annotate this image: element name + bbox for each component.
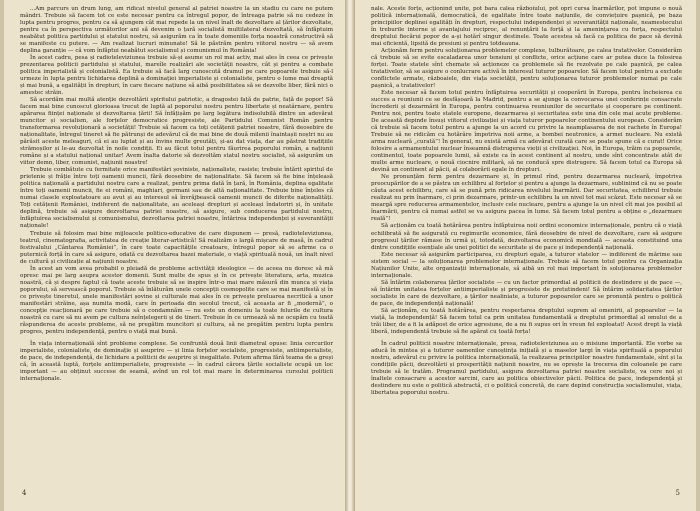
paragraph: În cadrul politicii noastre internaționale, presa, radioteleviziunea au o misiune importantă. Ele vorbe sa aducă în mintea și a tuturor oamenilor cunoștința inițială și a maselor largi în viața spirituală a poporului nostru, adevărul cu privire la politica internațională, la realizarea principiilor noastre fundamentale, sînt și la condițiile păcii, dezvoltării și prosperității națiunii noastre, nu se oprește la trecerea din coloanele pe care trebuie să le tratăm. Programul partidului, asigura dezvoltarea patriei noastre socialiste, va cere noi și înaltele consacrare a acestor sarcini, care au politica obiectivelor păcii. Politica de pace, independență și destindere nu este o politică abstractă, ci o politică concretă, de care depind construcția socialismului, viața, libertatea poporului nostru. (371, 340, 682, 396)
paragraph: În acest an vom avea probabil o pleiadă de probleme activității ideologice — de aceea nu doresc să mă opresc mai pe larg asupra acestor domenii. Sunt multe de spus și în ce privește literatura, arta, muzica noastră, că și despre faptul că toate aceste trebuie să se inspire într-o mai mare măsură din munca și viața poporului, să servească poporul. Trebuie să înlăturăm unele concepții cosmopolite care se mai manifestă și în ce privește tineretul, unele manifestări șovine și culturale mai ales în ce privește preluarea necritică a unor manifestări străine, așa numita modă, care în perioada din secolul trecut, că aceasta ar fi „modernă”, o concepție reacționară pe care trebuie să o condamnăm — nu este un domeniu la toate felurile de cultura noastră cu care să nu avem pe cultura neînțelegerii și de tineri. Trebuie în ce urmează să ne ocupăm cu toată răspunderea de aceste probleme, să ne pregătim muncitori și cultura, să ne pregătim pentru lupta pentru progres, pentru independență, pentru o viață mai bună. (20, 265, 333, 335)
left-page-edge (0, 0, 4, 511)
left-page (0, 0, 345, 511)
paragraph: Acționăm ferm pentru soluționarea problemelor complexe, tulburătoare, pe calea tratativelor. Considerăm că trebuie să se evite escaladarea unor tensiuni și conflicte, orice acțiune care ar putea duce la folosirea forței. Toate statele sînt chemate să acționeze ca problemele să fie rezolvate pe cale pașnică, pe calea tratativelor, să se asigure o conlucrare activă în interesul tuturor popoarelor. Să facem totul pentru a exclude conflictele armate, războaiele, din viața societății, pentru soluționarea tuturor problemelor numai pe cale pașnică, a tratativelor! (371, 48, 682, 90)
book-gutter (345, 0, 355, 511)
right-page (355, 0, 700, 511)
paragraph: În viața internațională sînt probleme complexe. Se confruntă două linii diametral opuse: linia cercurilor imperialiste, colonialiste, de dominație și asuprire — și linia forțelor socialiste, progresiste, antiimperialiste, de pace, de independență, de lichidare a politicii de asuprire și inegalitate. Putem afirma fără teama de a greși că, în această luptă, forțele antiimperialiste, progresiste — în cadrul cărora țările socialiste ocupă un loc important — au obținut succese de seamă, avînd un rol tot mai mare în determinarea cursului politicii internaționale. (20, 340, 333, 382)
paragraph: Este necesar să facem totul pentru înfăptuirea securității și cooperării în Europa, pentru încheierea cu succes a reuniunii ce se desfășoară la Madrid, pentru a se ajunge la convocarea unei conferințe consacrate încrederii și dezarmării în Europa, pentru continuarea reuniunilor de securitate și cooperare pe continent. Pentru noi, pentru toate statele europene, dezarmarea și securitatea este una din cele mai acute probleme. De această depinde însuși viitorul civilizației și viața tuturor popoarelor continentului european. Considerăm că trebuie să facem totul pentru a ajunge la un acord cu privire la neamplasarea de noi rachete în Europa! Trebuie să ne ridicăm cu hotărâre împotriva noii arme, a bombei neutronice, a armei nucleare. Nu există arma nucleară „curată”! În general, nu există armă cu adevărat curată care se poate spune că e curat! Orice folosire a armamentului nuclear înseamnă distrugerea vieții și civilizației. Noi, în Europa, trăim ca popoarele, continentul, toate popoarele lumii, să existe ca în acest continent al nostru, unde sînt concentrate atât de multe arme nucleare, o nouă ciocnire militară, să ne conducă spre distrugere. Să facem totul ca Europa să devină un continent al păcii, al colaborării egale în drepturi. (371, 90, 682, 174)
paragraph: Trebuie combătute cu fermitate orice manifestări șoviniste, naționaliste, rasiste; trebuie întărit spiritul de prietenie și frăție între toți oamenii muncii, fără deosebire de naționalitate. Să facem să fie bine înțeleasă politica națională a partidului nostru care a realizat, pentru prima dată în țară, în România, deplina egalitate între toți oamenii muncii, fie ei români, maghiari, germani sau de altă naționalitate. Trebuie bine înțeles că numai clasele exploatatoare au avut și au interesul să învrăjbească oamenii muncii de diferite naționalități. Toți cetățenii României, indiferent de naționalitate, au aceleași drepturi și aceleași îndatoriri și, în unitate deplină, trebuie să asigure dezvoltarea patriei noastre, să asigure, sub conducerea partidului nostru, înfăptuirea socialismului și comunismului, dezvoltarea patriei noastre, întărirea independenței și suveranității naționale! (20, 167, 333, 230)
paragraph: Să acționăm, cu toată hotărârea, pentru respectarea dreptului suprem al omenirii, al popoarelor — la viață, la independență! Să facem totul ca prin unitatea fundamentală a dreptului primordial al omului de a trăi liber, de a fi la adăpost de orice agresiune, de a nu fi supus ori în vreun fel exploatat! Acest drept la viață liberă, independentă trebuie să fie apărat cu toată forța! (371, 307, 682, 335)
paragraph: Să acordăm mai multă atenție dezvoltării spiritului patriotic, a dragostei față de patrie, față de popor! Să facem mai bine cunoscut glorioasa trecut de luptă al poporului nostru pentru libertate și neatârnare, pentru apărarea ființei naționale și dezvoltarea țării! Să înfățișăm pe larg legătura indisolubilă dintre un adevărat muncitor și socialism, ale forțelor democratice progresiste, ale Partidului Comunist Român pentru transformarea revoluționară a societății! Trebuie să facem ca toți cetățenii patriei noastre, fără deosebire de naționalitate, întregul tineret să fie pătrunși de adevărul că de mai bine de două milenii înaintașii noștri nu au părăsit aceste meleaguri, că ei au luptat și au învins multe greutăți, și-au dat viața, dar au păstrat tradițiile strămoșilor și le-au dezvoltat în noile condiții. Ei au făcut totul pentru făurirea poporului român, a națiunii române și a statului național unitar! Avem înalta datorie să dezvoltăm statul nostru socialist, să asigurăm un viitor demn, liber, comunist, națiunii noastre! (20, 97, 333, 167)
paragraph: nale. Aceste forțe, acționind unite, pot bara calea războiului, pot opri cursa înarmărilor, pot impune o nouă politică internațională, democratică, de egalitate între toate națiunile, de conviețuire pașnică, pe baza principiilor deplinei egalități în drepturi, respectului independenței și suveranității naționale, neamestecului în treburile interne și avantajului reciproc, al renunțării la forță și la amenințarea cu forța, respectului dreptului fiecărui popor de a-și hotărî singur destinele. Toate acestea să facă ca politica de pace să devină mai eficientă, lipsită de presiuni și pentru totdeauna. (371, 6, 682, 48)
paragraph: Să întărim colaborarea țărilor socialiste — cu un factor primordial al politicii de destindere și de pace —, să întărim unitatea forțelor antiimperialiste și progresiste de pretutindeni! Să întărim solidaritatea țărilor socialiste în care de dezvoltare, a țărilor nealiniate, a tuturor popoarelor care se pronunță pentru o politică de pace, de independență națională! (371, 279, 682, 307)
page-number-right: 5 (675, 489, 680, 497)
right-page-edge (696, 0, 700, 511)
paragraph: Trebuie să folosim mai bine mijloacele politico-educative de care dispunem — presă, radioteleviziunea, teatrul, cinematografia, activitatea de creație literar-artistică! Să realizăm o largă mișcare de masă, în cadrul festivalului „Cântarea României”, în care toate capacitățile creatoare, întregul popor să se afirme ca o puternică forță în care să asigure, odată cu dezvoltarea bazei materiale, o viață spirituală nouă, un înalt nivel de cultură și civilizație al națiunii noastre. (20, 230, 333, 265)
paragraph: În acest cadru, pesa și radioteleviziunea trebuie să-și asume un rol mai activ, mai ales în ceea ce privește prezentarea politicii partidului și statului, mareîle realizări ale societății noastre, cât și pentru a combate politica imperialistă și colonialistă. Ea trebuie să facă larg cunoscută dramul pe care popoarele trebuie să-l urmeze în lupta pentru lichidarea deplină a dominației imperialiste și colonialiste, pentru o lume mai dreaptă și mai bună, a egalității în drepturi, în care fiecare națiune să aibă posibilitatea să se dezvolte liber, fără nici o amestec străin. (20, 55, 333, 97)
page-number-left: 4 (22, 489, 27, 497)
right-page-text (371, 6, 682, 397)
paragraph: ...Am parcurs un drum lung, am ridicat nivelul general al patriei noastre la un stadiu cu care ne putem mândri. Trebuie să facem tot ce este necesar pentru ca întregul popor, de întreaga patrie să nu cedeze în lupta pentru progres, pentru ca să ajungem cât mai repede la un nivel înalt de dezvoltare al țărilor dezvoltate, pentru ca în perspectiva următorilor ani să devenim o țară socialistă multilateral dezvoltată, să înfăptuim neabătut politica partidului și statului nostru, să asigurăm ca în toate domeniile forța noastră constructivă să se manifeste cu putere. — Am realizat lucruri minunate! Să le păstrăm pentru viitorul nostru — să avem deplina garanție — că vom înfăptui neabătut socialismul și comunismul în România! (20, 6, 333, 55)
paragraph: Este necesar să asigurăm participarea, cu drepturi egale, a tuturor statelor — indiferent de mărime sau sistem social — la soluționarea problemelor internaționale. Trebuie să facem totul pentru ca Organizația Națiunilor Unite, alte organizații internaționale, să aibă un rol mai important în soluționarea problemelor internaționale. (371, 251, 682, 279)
left-page-text (20, 6, 333, 383)
paragraph: Ne pronunțăm ferm pentru dezarmare și, în primul rînd, pentru dezarmarea nucleară, împotriva preocupărilor de a se păstra un echilibru al forțelor și pentru a ajunge la dezarmare, subliniind că nu se poate căuta acest echilibru, care să se pună prin ridicarea nivelului înarmării. Dar securitatea, echilibrul trebuie realizat nu prin înarmare, ci prin dezarmare, printr-un echilibru la un nivel tot mai scăzut. Este necesar să se meargă spre reducerea armamentelor, inclusiv cele nucleare, pentru a ajunge la un nivel cît mai jos posibil al înarmării, pentru că numai astfel se va asigura pacea în lume. Să facem totul pentru a obține o „dezarmare reală”! (371, 174, 682, 223)
paragraph: Să acționăm cu toată hotărârea pentru înfăptuirea noii ordini economice internaționale, pentru că o viață echilibrată să fie asigurată cu regimurile economice, fără deosebire de nivel de dezvoltare, care să asigure progresul țărilor rămase în urmă și, totodată, dezvoltarea economică mondială — aceasta constituind una dintre condițiile esențiale ale unei politici de securitate și de pace și independență națională. (371, 223, 682, 251)
